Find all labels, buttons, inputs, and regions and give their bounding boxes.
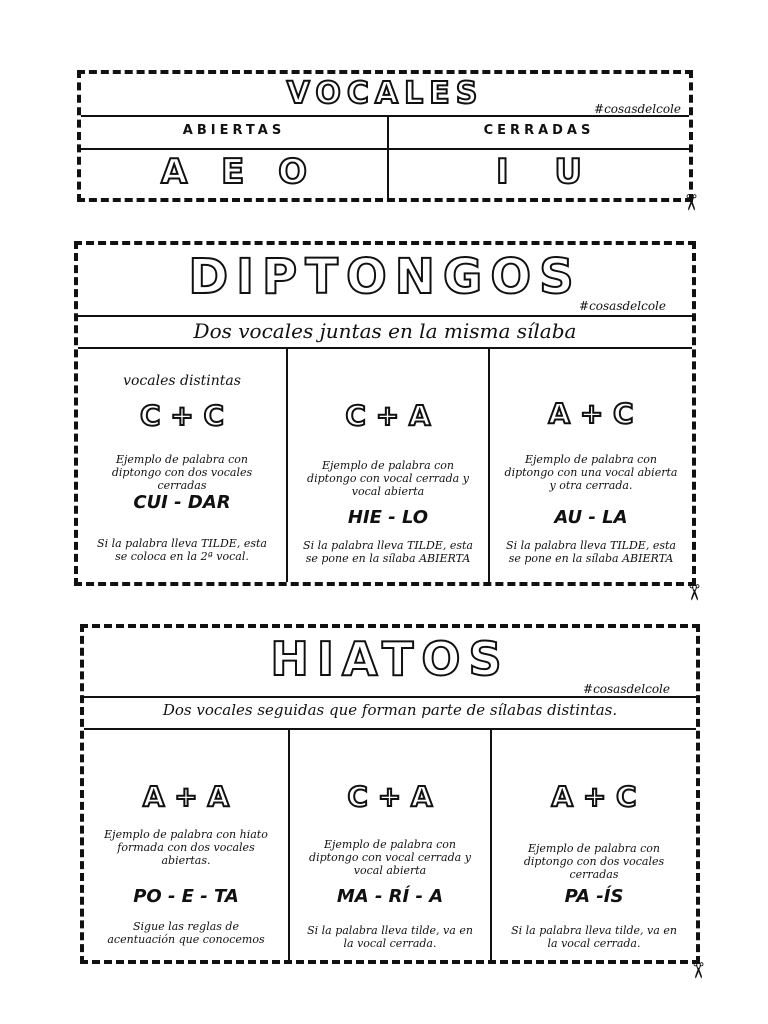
example-word: MA - RÍ - A [336, 886, 444, 907]
vocales-card [77, 70, 693, 202]
accent-rule: Si la palabra lleva tilde, va en la vocal cerrada. [307, 924, 473, 950]
example-word: HIE - LO [347, 507, 429, 528]
description: Ejemplo de palabra con hiato formada con dos vocales abiertas. [104, 828, 268, 867]
accent-rule: Si la palabra lleva TILDE, esta se pone en la sílaba ABIERTA [303, 539, 473, 565]
scissors-icon: ✂ [677, 193, 703, 212]
diptongo-column-1 [78, 349, 286, 582]
diptongo-column-3 [490, 349, 692, 582]
divider [81, 148, 689, 150]
hiato-column-2 [290, 730, 490, 960]
formula: A + C [551, 780, 637, 813]
accent-rule: Si la palabra lleva TILDE, esta se pone en la sílaba ABIERTA [506, 539, 676, 565]
formula: C + A [347, 780, 433, 813]
hiatos-subtitle: Dos vocales seguidas que forman parte de sílabas distintas. [162, 701, 618, 719]
divider [84, 696, 696, 698]
col-header-abiertas: ABIERTAS [182, 123, 286, 138]
description: Ejemplo de palabra con diptongo con dos vocales cerradas [111, 453, 253, 492]
vocales-hashtag: #cosasdelcole [594, 102, 681, 116]
description: Ejemplo de palabra con diptongo con una vocal abierta y otra cerrada. [504, 453, 678, 492]
hiatos-title: HIATOS [270, 632, 510, 686]
accent-rule: Si la palabra lleva tilde, va en la vocal cerrada. [511, 924, 677, 950]
divider [78, 315, 692, 317]
vocales-title: VOCALES [286, 76, 484, 111]
divider [81, 115, 689, 117]
formula: A + A [142, 780, 230, 813]
hiato-column-1 [84, 730, 288, 960]
hiato-column-3 [492, 730, 696, 960]
diptongos-card [74, 241, 696, 586]
diptongos-title: DIPTONGOS [188, 249, 582, 305]
diptongos-hashtag: #cosasdelcole [579, 299, 666, 313]
example-word: CUI - DAR [133, 492, 231, 513]
formula: A + C [548, 397, 634, 430]
hiatos-card [80, 624, 700, 964]
closed-vowels: I U [495, 152, 583, 192]
scissors-icon: ✂ [684, 961, 710, 980]
example-word: AU - LA [554, 507, 628, 528]
column-caption: vocales distintas [123, 373, 241, 389]
open-vowels: A E O [160, 152, 308, 192]
formula: C + C [139, 399, 225, 432]
description: Ejemplo de palabra con diptongo con vocal cerrada y vocal abierta [307, 459, 469, 498]
diptongos-subtitle: Dos vocales juntas en la misma sílaba [193, 319, 577, 343]
formula: C + A [345, 399, 431, 432]
accent-rule: Sigue las reglas de acentuación que conocemos [107, 920, 265, 946]
description: Ejemplo de palabra con diptongo con vocal cerrada y vocal abierta [309, 838, 471, 877]
description: Ejemplo de palabra con diptongo con dos vocales cerradas [523, 842, 665, 881]
example-word: PA -ÍS [564, 886, 624, 907]
scissors-icon: ✂ [680, 583, 706, 602]
accent-rule: Si la palabra lleva TILDE, esta se coloca en la 2ª vocal. [97, 537, 267, 563]
diptongo-column-2 [288, 349, 488, 582]
col-header-cerradas: CERRADAS [483, 123, 595, 138]
example-word: PO - E - TA [133, 886, 239, 907]
hiatos-hashtag: #cosasdelcole [583, 682, 670, 696]
